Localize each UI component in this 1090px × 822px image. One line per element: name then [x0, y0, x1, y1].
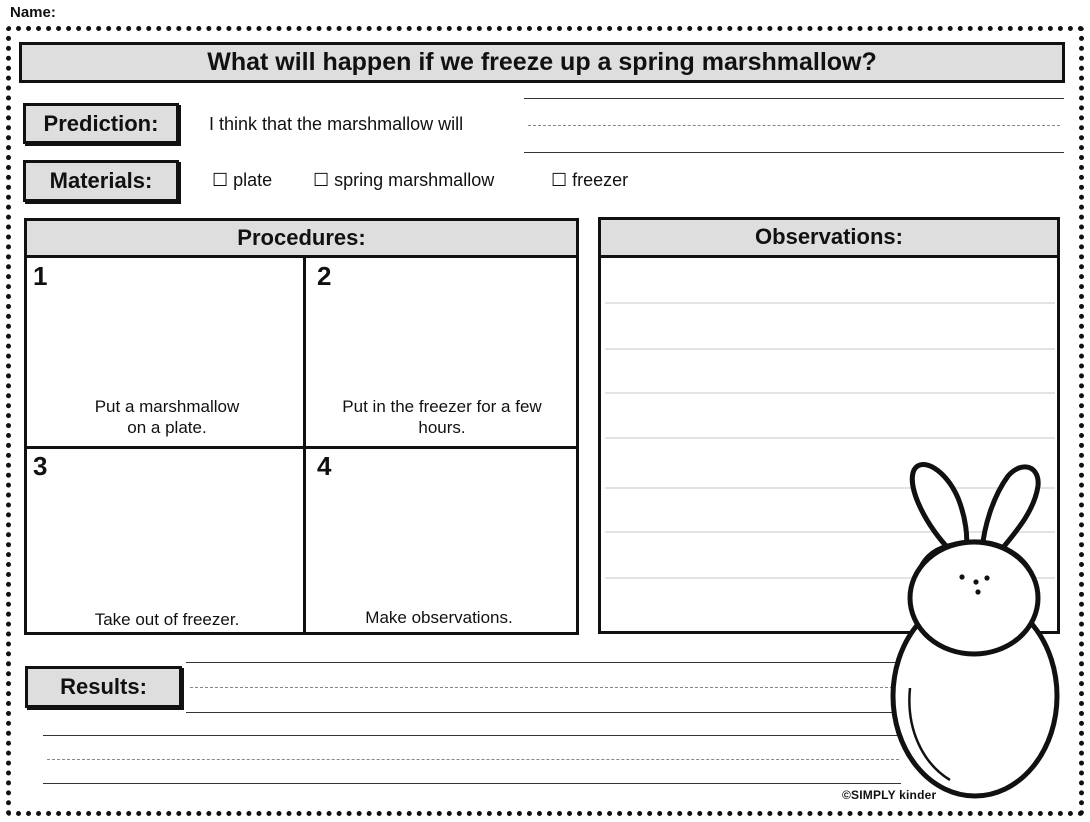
name-label: Name:: [10, 4, 56, 21]
prediction-write-line[interactable]: [528, 125, 1060, 126]
procedures-panel: [24, 218, 579, 635]
prediction-top-line: [524, 98, 1064, 99]
observation-line[interactable]: [605, 392, 1055, 394]
step-2-text-line1: Put in the freezer for a few: [342, 397, 542, 416]
prediction-bottom-line: [524, 152, 1064, 153]
observation-line[interactable]: [605, 302, 1055, 304]
observations-heading: Observations:: [601, 220, 1057, 258]
step-4-number: 4: [317, 451, 332, 481]
step-3-text: Take out of freezer.: [94, 610, 240, 629]
step-1-number: 1: [33, 261, 48, 291]
step-1-text-line1: Put a marshmallow: [94, 397, 240, 416]
material-text: plate: [233, 170, 273, 190]
checkbox-icon[interactable]: ☐: [313, 170, 330, 190]
materials-label: Materials:: [23, 160, 179, 202]
results-write-line-2[interactable]: [47, 759, 899, 760]
checkbox-icon[interactable]: ☐: [551, 170, 568, 190]
step-2-number: 2: [317, 261, 332, 291]
step-2-text-line2: hours.: [418, 418, 466, 437]
results-line-2-bottom: [43, 783, 901, 784]
procedures-heading: Procedures:: [27, 221, 576, 258]
observation-line[interactable]: [605, 437, 1055, 439]
prediction-label: Prediction:: [23, 103, 179, 144]
observation-line[interactable]: [605, 348, 1055, 350]
worksheet-title: What will happen if we freeze up a spring marshmallow?: [19, 42, 1065, 83]
procedures-vertical-divider: [303, 258, 306, 632]
results-write-line[interactable]: [190, 687, 898, 688]
copyright-text: ©SIMPLY kinder: [842, 788, 937, 802]
results-mid-line: [186, 712, 902, 713]
bunny-peep-icon: [888, 458, 1060, 800]
step-1-text-line2: on a plate.: [127, 418, 207, 437]
step-4-text: Make observations.: [365, 608, 513, 627]
results-top-line: [186, 662, 902, 663]
results-label: Results:: [25, 666, 182, 708]
step-1-text: [47, 396, 287, 438]
material-item-plate[interactable]: [212, 170, 272, 191]
prediction-prompt: I think that the marshmallow will: [209, 114, 464, 134]
material-item-freezer[interactable]: [551, 170, 628, 191]
step-2-text: [315, 396, 569, 438]
step-3-number: 3: [33, 451, 48, 481]
procedures-horizontal-divider: [27, 446, 576, 449]
material-item-marshmallow[interactable]: [313, 170, 494, 191]
results-line-2-top: [43, 735, 901, 736]
material-text: spring marshmallow: [334, 170, 495, 190]
material-text: freezer: [572, 170, 629, 190]
checkbox-icon[interactable]: ☐: [212, 170, 229, 190]
